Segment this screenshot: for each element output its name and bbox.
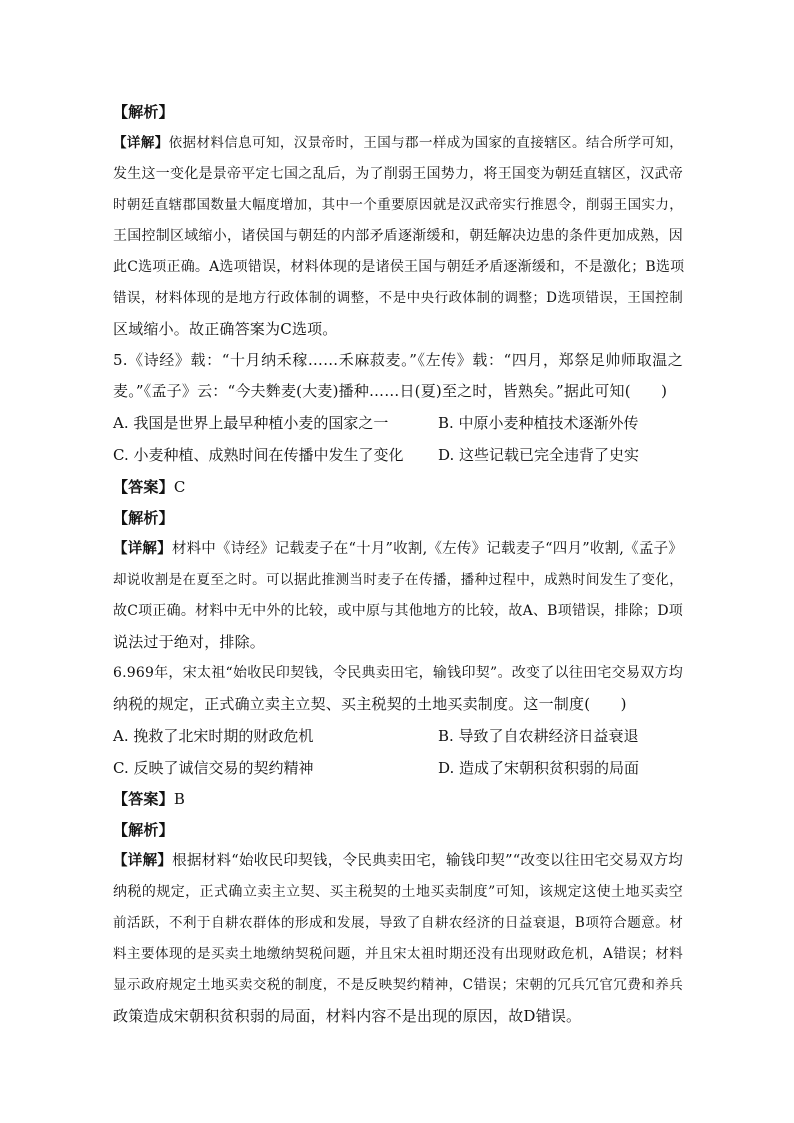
question-5-stem: 麦。”《孟子》云：“今夫麰麦(大麦)播种……日(夏)至之时，皆熟矣。”据此可知( ) [113, 382, 668, 400]
explanation-line: 发生这一变化是景帝平定七国之乱后，为了削弱王国势力，将王国变为朝廷直辖区，汉武帝 [113, 166, 683, 182]
explanation-line: 【详解】根据材料“始收民印契钱，令民典卖田宅，输钱印契”“改变以往田宅交易双方均 [113, 852, 683, 869]
explanation-line: 却说收割是在夏至之时。可以据此推测当时麦子在传播，播种过程中，成熟时间发生了变化， [113, 572, 683, 588]
explanation-line: 料主要体现的是买卖土地缴纳契税问题，并且宋太祖时期还没有出现财政危机，A错误；材料 [113, 946, 683, 962]
question-6-stem: 6.969年，宋太祖“始收民印契钱，令民典卖田宅，输钱印契”。改变了以往田宅交易双方均 [113, 665, 683, 681]
question-5-option-a: A. 我国是世界上最早种植小麦的国家之一 [113, 414, 389, 432]
explanation-line: 此C选项正确。A选项错误，材料体现的是诸侯王国与朝廷矛盾逐渐缓和，不是激化；B选项 [113, 259, 685, 275]
explanation-line: 前活跃，不利于自耕农群体的形成和发展，导致了自耕农经济的日益衰退，B项符合题意。材 [113, 915, 683, 931]
answer-value: C [173, 478, 186, 496]
explanation-line: 王国控制区域缩小，诸侯国与朝廷的内部矛盾逐渐缓和，朝廷解决边患的条件更加成熟，因 [113, 228, 683, 244]
question-6-answer [113, 789, 185, 809]
answer-label: 【答案】 [113, 790, 174, 808]
explanation-line: 显示政府规定土地买卖交税的制度，不是反映契约精神，C错误；宋朝的冗兵冗官冗费和养兵 [113, 977, 683, 993]
explanation-line: 错误，材料体现的是地方行政体制的调整，不是中央行政体制的调整；D选项错误，王国控制 [113, 290, 683, 306]
question-5-option-d: D. 这些记载已完全违背了史实 [438, 446, 640, 464]
explanation-line: 【详解】依据材料信息可知，汉景帝时，王国与郡一样成为国家的直接辖区。结合所学可知， [113, 135, 683, 151]
question-6-stem: 纳税的规定，正式确立卖主立契、买主税契的土地买卖制度。这一制度( ) [113, 695, 627, 713]
answer-value: B [173, 790, 186, 808]
explanation-line: 纳税的规定，正式确立卖主立契、买主税契的土地买卖制度”可知，该规定这使土地买卖空 [113, 884, 683, 900]
explanation-line: 说法过于绝对，排除。 [113, 633, 266, 651]
explanation-line: 【详解】材料中《诗经》记载麦子在“十月”收割,《左传》记载麦子“四月”收割,《孟子》 [113, 540, 683, 557]
explanation-line: 政策造成宋朝积贫积弱的局面，材料内容不是出现的原因，故D错误。 [113, 1007, 582, 1025]
xiangjie-heading-6: 【详解】 [113, 852, 173, 869]
xiangjie-heading-1: 【详解】 [113, 135, 169, 151]
question-5-option-c: C. 小麦种植、成熟时间在传播中发生了变化 [113, 446, 404, 464]
jiexi-heading-1: 【解析】 [113, 103, 174, 121]
jiexi-heading-6: 【解析】 [113, 821, 174, 839]
answer-label: 【答案】 [113, 478, 174, 496]
question-6-option-d: D. 造成了宋朝积贫积弱的局面 [438, 759, 640, 777]
xiangjie-heading-5: 【详解】 [113, 540, 172, 557]
question-6-option-a: A. 挽救了北宋时期的财政危机 [113, 727, 314, 745]
question-5-option-b: B. 中原小麦种植技术逐渐外传 [438, 414, 639, 432]
question-5-stem: 5.《诗经》载：“十月纳禾稼……禾麻菽麦。”《左传》载：“四月，郑祭足帅师取温之 [113, 351, 683, 369]
question-6-option-b: B. 导致了自农耕经济日益衰退 [438, 727, 639, 745]
question-6-option-c: C. 反映了诚信交易的契约精神 [113, 759, 314, 777]
question-5-answer [113, 477, 186, 497]
explanation-line: 区域缩小。故正确答案为C选项。 [113, 320, 338, 338]
explanation-line: 故C项正确。材料中无中外的比较，或中原与其他地方的比较，故A、B项错误，排除；D项 [113, 603, 683, 619]
jiexi-heading-5: 【解析】 [113, 509, 174, 527]
explanation-line: 时朝廷直辖郡国数量大幅度增加，其中一个重要原因就是汉武帝实行推恩令，削弱王国实力， [113, 197, 683, 213]
